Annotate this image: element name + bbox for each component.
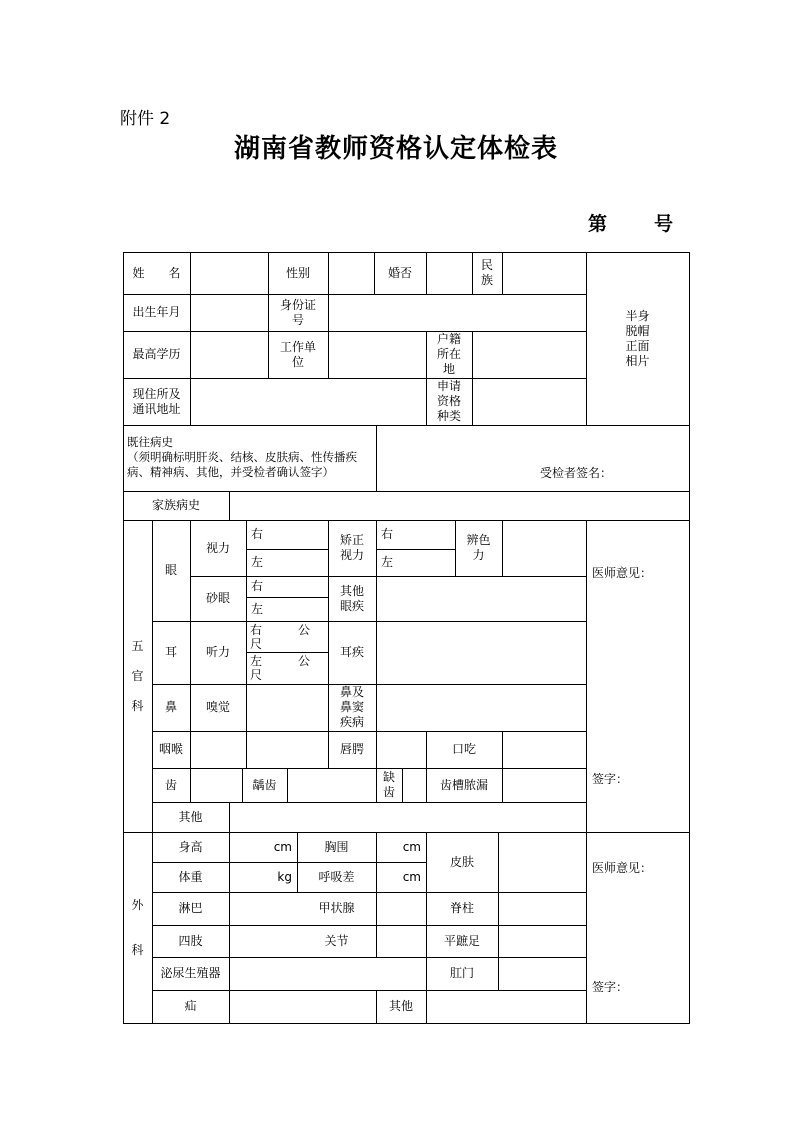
label-trachoma-right: 右 bbox=[251, 579, 264, 593]
photo-placeholder: 半身 脱帽 正面 相片 bbox=[625, 308, 650, 368]
label-lymph: 淋巴 bbox=[178, 901, 203, 915]
number-label-prefix: 第 bbox=[588, 213, 608, 235]
label-anus: 肛门 bbox=[449, 966, 474, 980]
label-genitourinary: 泌尿生殖器 bbox=[160, 966, 221, 980]
label-flatfoot: 平蹠足 bbox=[443, 933, 480, 948]
label-gender: 性别 bbox=[285, 265, 310, 280]
label-corrected-left: 左 bbox=[381, 555, 394, 569]
label-ethnicity: 民 族 bbox=[480, 258, 493, 287]
label-marital: 婚否 bbox=[387, 265, 412, 280]
label-cleft-lip: 唇腭 bbox=[339, 742, 364, 756]
label-five-senses-doctor-opinion: 医师意见： bbox=[592, 565, 653, 580]
label-skin: 皮肤 bbox=[449, 854, 474, 869]
label-eye: 眼 bbox=[164, 563, 177, 577]
label-joints: 关节 bbox=[324, 933, 349, 948]
label-chest: 胸围 bbox=[324, 839, 349, 854]
label-five-senses-signature: 签字： bbox=[592, 771, 629, 786]
label-spine: 脊柱 bbox=[449, 901, 474, 915]
label-past-history: 既往病史 （须明确标明肝炎、结核、皮肤病、性传播疾 病、精神病、其他，并受检者确认签字） bbox=[127, 435, 357, 479]
attachment-label: 附件 2 bbox=[120, 109, 171, 129]
label-hearing-right: 右 公 尺 bbox=[250, 623, 311, 651]
label-hukou: 户籍 所在 地 bbox=[436, 332, 461, 376]
label-vision-right: 右 bbox=[251, 527, 264, 541]
unit-height-cm: cm bbox=[273, 839, 292, 854]
label-height: 身高 bbox=[178, 839, 203, 854]
label-vision-left: 左 bbox=[251, 555, 264, 569]
label-ear-disease: 耳疾 bbox=[339, 645, 364, 659]
number-label-suffix: 号 bbox=[654, 213, 674, 235]
label-hernia: 疝 bbox=[184, 999, 197, 1013]
label-limbs: 四肢 bbox=[178, 933, 203, 948]
label-education: 最高学历 bbox=[132, 347, 181, 361]
label-surgery-other: 其他 bbox=[388, 999, 413, 1013]
label-throat: 咽喉 bbox=[158, 742, 183, 756]
unit-weight-kg: kg bbox=[277, 869, 292, 884]
label-breath-difference: 呼吸差 bbox=[318, 869, 355, 884]
label-five-senses-other: 其他 bbox=[178, 809, 203, 824]
label-missing-teeth: 缺 齿 bbox=[382, 770, 395, 799]
label-teeth: 齿 bbox=[164, 777, 177, 792]
label-pyorrhea: 齿槽脓漏 bbox=[439, 777, 488, 792]
label-stutter: 口吃 bbox=[451, 742, 476, 756]
label-apply-type: 申请 资格 种类 bbox=[436, 379, 461, 423]
label-thyroid: 甲状腺 bbox=[318, 901, 355, 915]
label-ear: 耳 bbox=[164, 645, 177, 659]
label-caries: 龋齿 bbox=[252, 777, 277, 792]
label-hearing: 听力 bbox=[205, 645, 230, 659]
label-name: 姓 名 bbox=[132, 265, 181, 280]
label-hearing-left: 左 公 尺 bbox=[250, 654, 311, 682]
label-surgery-doctor-opinion: 医师意见： bbox=[592, 860, 653, 875]
label-nose: 鼻 bbox=[164, 700, 177, 714]
label-work-unit: 工作单 位 bbox=[279, 339, 316, 369]
label-corrected-vision: 矫正 视力 bbox=[339, 533, 364, 562]
label-surgery-signature: 签字： bbox=[592, 979, 629, 994]
label-color-vision: 辨色 力 bbox=[466, 533, 491, 562]
label-corrected-right: 右 bbox=[381, 527, 394, 541]
unit-breath-cm: cm bbox=[402, 869, 421, 884]
label-birth: 出生年月 bbox=[132, 305, 181, 319]
label-smell: 嗅觉 bbox=[205, 700, 230, 714]
section-five-senses: 五 官 科 bbox=[131, 638, 144, 713]
form-title: 湖南省教师资格认定体检表 bbox=[233, 134, 558, 164]
unit-chest-cm: cm bbox=[402, 839, 421, 854]
section-surgery: 外 科 bbox=[131, 897, 144, 957]
label-sinus-disease: 鼻及 鼻窦 疾病 bbox=[339, 685, 364, 729]
label-family-history: 家族病史 bbox=[151, 498, 200, 512]
label-trachoma-left: 左 bbox=[251, 601, 264, 616]
label-other-eye-disease: 其他 眼疾 bbox=[339, 583, 364, 613]
label-trachoma: 砂眼 bbox=[205, 591, 230, 605]
label-weight: 体重 bbox=[178, 869, 203, 884]
label-vision: 视力 bbox=[205, 540, 230, 555]
label-examinee-signature: 受检者签名： bbox=[540, 465, 613, 480]
label-address: 现住所及 通讯地址 bbox=[132, 386, 181, 416]
label-id-number: 身份证 号 bbox=[279, 297, 316, 327]
